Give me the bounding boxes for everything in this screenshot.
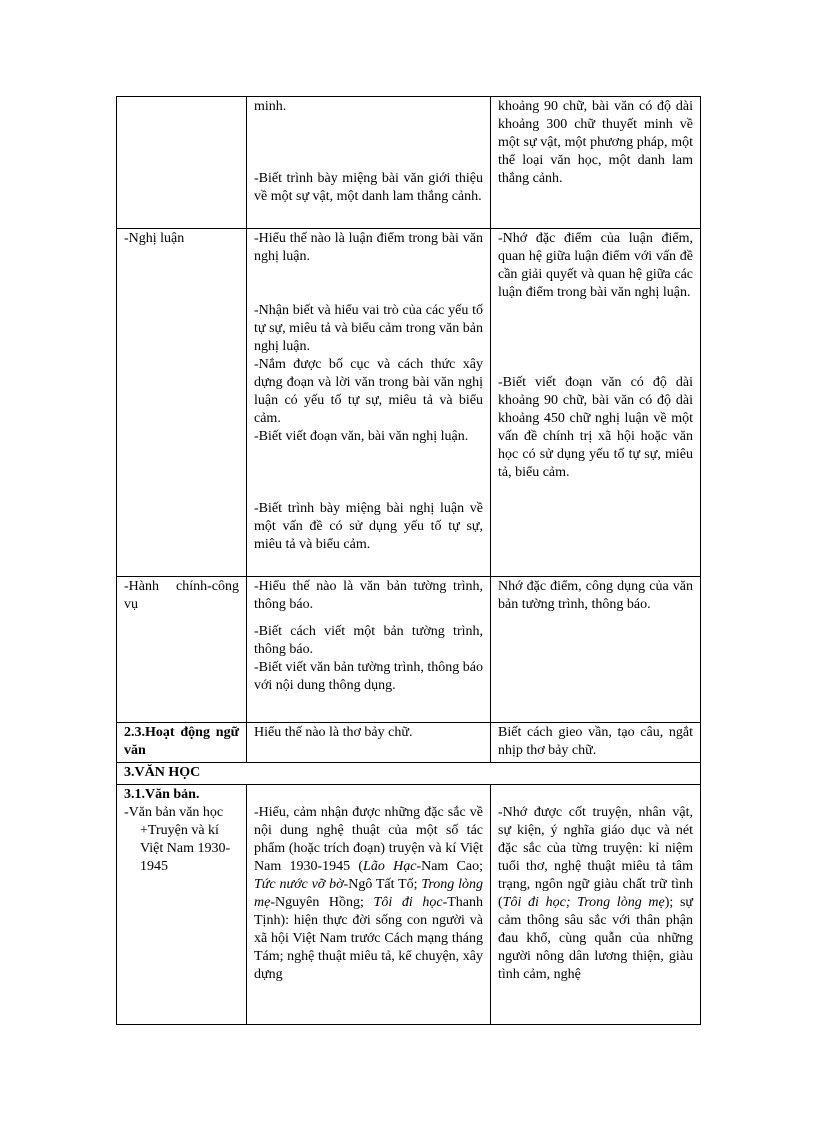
cell-text: -Biết trình bày miệng bài văn giới thiệu về một sự vật, một danh lam thắng cảnh. — [254, 171, 483, 204]
table-row — [117, 763, 701, 785]
table-row — [117, 229, 701, 577]
cell-text: -Nắm được bố cục và cách thức xây dựng đoạn và lời văn trong bài văn nghị luận có yếu tố tự sự, miêu tả và biểu cảm. — [254, 357, 483, 426]
cell-text: -Hiểu thế nào là luận điểm trong bài văn nghị luận. — [254, 231, 483, 264]
table-cell — [491, 577, 701, 723]
table-cell — [117, 229, 247, 577]
table-cell — [491, 723, 701, 763]
cell-text: -Biết trình bày miệng bài nghị luận về một vấn đề có sử dụng yếu tố tự sự, miêu tả và biểu cảm. — [254, 501, 483, 552]
table-cell — [247, 577, 491, 723]
cell-text: -Nhớ được cốt truyện, nhân vật, sự kiện, ý nghĩa giáo dục và nét đặc sắc của từng truyện: kỉ niệm tuổi thơ, nghệ thuật miêu tả tâm trạng, ngôn ngữ giàu chất trữ tình (Tôi đi học; Trong lòng mẹ); sự cảm thông sâu sắc với thân phận đau khổ, cùng quẫn của những người nông dân lương thiện, giàu tình cảm, nghệ — [498, 805, 693, 982]
cell-text: Biết cách gieo vần, tạo câu, ngắt nhịp thơ bảy chữ. — [498, 725, 693, 758]
cell-text: -Nghị luận — [124, 231, 185, 246]
table-cell — [491, 229, 701, 577]
cell-text: Nhớ đặc điểm, công dụng của văn bản tường trình, thông báo. — [498, 579, 693, 612]
table-cell — [491, 97, 701, 229]
cell-text: -Biết viết văn bản tường trình, thông báo với nội dung thông dụng. — [254, 660, 483, 693]
cell-text: -Biết viết đoạn văn, bài văn nghị luận. — [254, 429, 469, 444]
section-heading: 2.3.Hoạt động ngữ văn — [124, 725, 239, 758]
table-cell — [117, 577, 247, 723]
table-row — [117, 97, 701, 229]
table-cell — [117, 785, 247, 1025]
table-row — [117, 577, 701, 723]
cell-text: Hiểu thế nào là thơ bảy chữ. — [254, 725, 413, 740]
cell-text: -Biết cách viết một bản tường trình, thông báo. — [254, 624, 483, 657]
table-cell — [247, 229, 491, 577]
cell-text: minh. — [254, 99, 287, 114]
table-cell — [117, 723, 247, 763]
cell-text: -Hiểu thế nào là văn bản tường trình, thông báo. — [254, 579, 483, 612]
section-heading: 3.1.Văn bản. — [124, 787, 200, 802]
section-heading: 3.VĂN HỌC — [124, 765, 201, 780]
table-cell — [247, 723, 491, 763]
table-cell — [117, 763, 701, 785]
table-row — [117, 723, 701, 763]
cell-text: -Nhớ đặc điểm của luận điểm, quan hệ giữa luận điểm với vấn đề cần giải quyết và quan hệ giữa các luận điểm trong bài văn nghị luận. — [498, 231, 693, 300]
cell-text: -Văn bản văn học — [124, 805, 224, 820]
cell-text: -Hành chính-công vụ — [124, 579, 239, 612]
cell-text: -Hiểu, cảm nhận được những đặc sắc về nội dung nghệ thuật của một số tác phẩm (hoặc trích đoạn) truyện và kí Việt Nam 1930-1945 (Lão Hạc-Nam Cao; Tức nước vỡ bờ-Ngô Tất Tố; Trong lòng mẹ-Nguyên Hồng; Tôi đi học-Thanh Tịnh): hiện thực đời sống con người và xã hội Việt Nam trước Cách mạng tháng Tám; nghệ thuật miêu tả, kể chuyện, xây dựng — [254, 805, 483, 982]
table-cell — [247, 785, 491, 1025]
cell-text: -Nhận biết và hiểu vai trò của các yếu tố tự sự, miêu tả và biểu cảm trong văn bản nghị luận. — [254, 303, 483, 354]
table-cell — [117, 97, 247, 229]
cell-text: +Truyện và kí Việt Nam 1930-1945 — [140, 823, 231, 874]
cell-text: -Biết viết đoạn văn có độ dài khoảng 90 chữ, bài văn có độ dài khoảng 450 chữ nghị luận về một vấn đề chính trị xã hội hoặc văn học có sử dụng yếu tố tự sự, miêu tả, biểu cảm. — [498, 375, 693, 480]
cell-text: khoảng 90 chữ, bài văn có độ dài khoảng 300 chữ thuyết minh về một sự vật, một phương pháp, một thể loại văn học, một danh lam thắng cảnh. — [498, 99, 693, 186]
curriculum-table — [116, 96, 701, 1025]
table-row — [117, 785, 701, 1025]
table-cell — [491, 785, 701, 1025]
table-cell — [247, 97, 491, 229]
